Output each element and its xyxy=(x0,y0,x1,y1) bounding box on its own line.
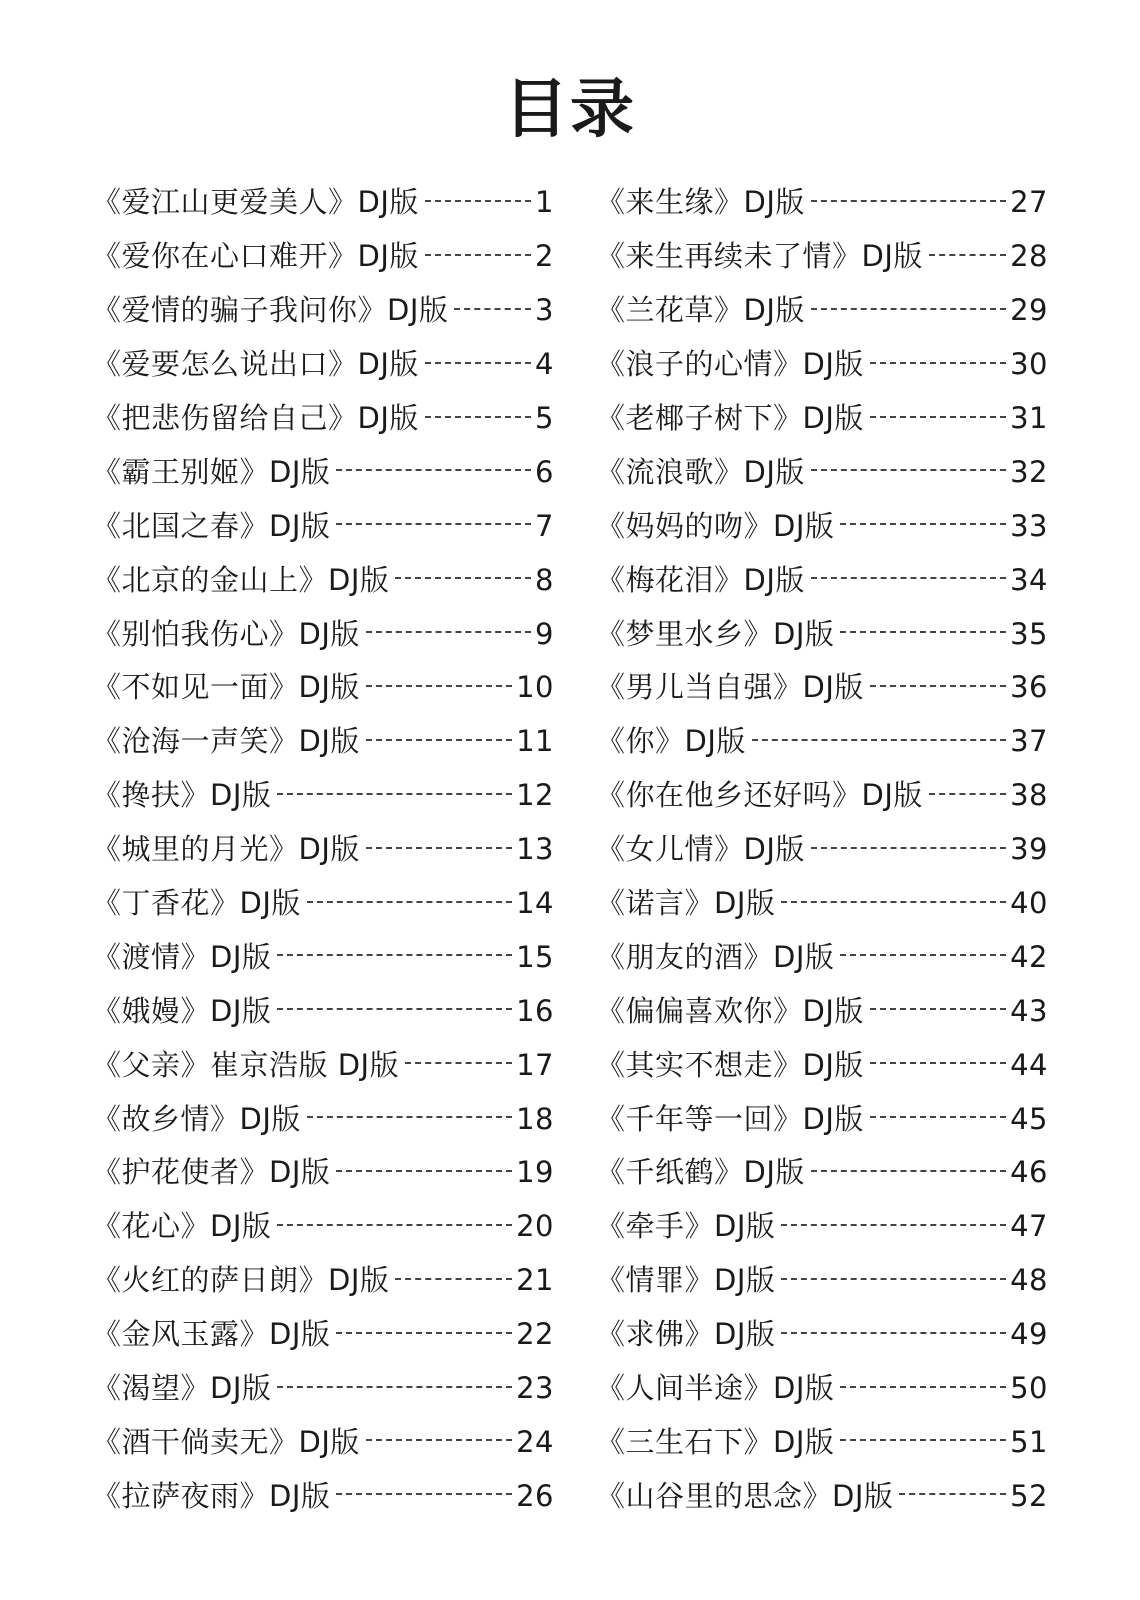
toc-entry-title: 《梅花泪》DJ版 xyxy=(596,562,805,597)
toc-entry xyxy=(596,553,1048,607)
toc-entry xyxy=(92,1146,554,1200)
toc-entry xyxy=(92,607,554,661)
toc-entry-title: 《老椰子树下》DJ版 xyxy=(596,401,864,435)
toc-entry xyxy=(596,499,1048,553)
toc-entry-page: 34 xyxy=(1010,562,1048,597)
toc-entry-page: 21 xyxy=(516,1263,554,1298)
toc-entry-title: 《沧海一声笑》DJ版 xyxy=(92,724,360,759)
toc-entry-page: 19 xyxy=(516,1155,554,1190)
toc-entry xyxy=(596,715,1048,769)
toc-entry xyxy=(596,284,1048,338)
dot-leader xyxy=(870,416,1006,418)
toc-entry xyxy=(92,1092,554,1146)
dot-leader xyxy=(870,1062,1006,1064)
dot-leader xyxy=(811,1170,1006,1172)
toc-entry-page: 43 xyxy=(1010,993,1048,1028)
toc-entry-page: 36 xyxy=(1010,670,1048,705)
toc-entry-title: 《求佛》DJ版 xyxy=(596,1317,776,1352)
dot-leader xyxy=(840,954,1006,956)
toc-entry xyxy=(92,769,554,823)
toc-entry-page: 44 xyxy=(1010,1047,1048,1082)
toc-entry xyxy=(596,1362,1048,1416)
toc-entry-page: 30 xyxy=(1010,347,1048,382)
toc-entry xyxy=(596,930,1048,984)
toc-entry xyxy=(92,930,554,984)
toc-entry-title: 《爱情的骗子我问你》DJ版 xyxy=(92,293,449,328)
toc-entry-title: 《妈妈的吻》DJ版 xyxy=(596,508,835,543)
toc-entry-page: 12 xyxy=(516,778,554,813)
toc-entry-title: 《城里的月光》DJ版 xyxy=(92,832,360,867)
toc-entry-page: 20 xyxy=(516,1209,554,1244)
toc-entry xyxy=(596,1308,1048,1362)
dot-leader xyxy=(781,901,1006,903)
toc-entry-title: 《来生缘》DJ版 xyxy=(596,185,805,220)
toc-entry xyxy=(596,1200,1048,1254)
toc-entry-title: 《牵手》DJ版 xyxy=(596,1209,776,1244)
toc-entry-title: 《不如见一面》DJ版 xyxy=(92,670,360,705)
dot-leader xyxy=(366,739,512,741)
dot-leader xyxy=(277,1386,512,1388)
toc-entry-page: 31 xyxy=(1010,401,1048,435)
toc-entry-title: 《浪子的心情》DJ版 xyxy=(596,347,864,382)
toc-entry-title: 《千年等一回》DJ版 xyxy=(596,1101,864,1136)
dot-leader xyxy=(870,362,1006,364)
toc-entry-page: 13 xyxy=(516,832,554,867)
dot-leader xyxy=(425,416,531,418)
toc-entry-title: 《渡情》DJ版 xyxy=(92,939,272,974)
toc-entry xyxy=(92,284,554,338)
toc-entry-page: 22 xyxy=(516,1317,554,1352)
toc-entry-page: 14 xyxy=(516,886,554,921)
toc-entry xyxy=(596,230,1048,284)
dot-leader xyxy=(752,739,1006,741)
toc-entry xyxy=(92,499,554,553)
toc-entry-page: 1 xyxy=(535,185,554,220)
toc-entry-title: 《酒干倘卖无》DJ版 xyxy=(92,1424,360,1459)
toc-entry xyxy=(92,715,554,769)
toc-entry-page: 47 xyxy=(1010,1209,1048,1244)
toc-entry xyxy=(596,1038,1048,1092)
dot-leader xyxy=(395,1278,512,1280)
toc-entry xyxy=(92,230,554,284)
dot-leader xyxy=(277,793,512,795)
toc-entry-page: 46 xyxy=(1010,1155,1048,1190)
toc-entry xyxy=(596,1146,1048,1200)
toc-entry xyxy=(92,176,554,230)
toc-entry xyxy=(596,984,1048,1038)
toc-entry-title: 《护花使者》DJ版 xyxy=(92,1155,331,1190)
toc-entry xyxy=(596,1092,1048,1146)
toc-entry-title: 《诺言》DJ版 xyxy=(596,886,776,921)
toc-entry-title: 《丁香花》DJ版 xyxy=(92,886,301,921)
dot-leader xyxy=(336,1493,512,1495)
dot-leader xyxy=(366,847,512,849)
dot-leader xyxy=(336,523,531,525)
toc-entry-page: 40 xyxy=(1010,886,1048,921)
toc-entry xyxy=(596,769,1048,823)
dot-leader xyxy=(405,1062,512,1064)
toc-entry-title: 《别怕我伤心》DJ版 xyxy=(92,616,360,651)
dot-leader xyxy=(781,1332,1006,1334)
toc-entry xyxy=(596,338,1048,392)
toc-entry-title: 《霸王别姬》DJ版 xyxy=(92,454,331,489)
dot-leader xyxy=(425,362,531,364)
dot-leader xyxy=(395,577,531,579)
toc-entry xyxy=(596,823,1048,877)
dot-leader xyxy=(929,793,1006,795)
toc-entry-page: 52 xyxy=(1010,1478,1048,1513)
toc-entry xyxy=(92,661,554,715)
toc-entry-page: 11 xyxy=(516,724,554,759)
toc-entry-page: 8 xyxy=(535,562,554,597)
dot-leader xyxy=(811,577,1006,579)
toc-entry xyxy=(596,176,1048,230)
toc-entry xyxy=(92,1362,554,1416)
dot-leader xyxy=(840,523,1006,525)
toc-entry-page: 15 xyxy=(516,939,554,974)
toc-entry-page: 5 xyxy=(535,401,554,435)
dot-leader xyxy=(366,685,512,687)
toc-entry-title: 《女儿情》DJ版 xyxy=(596,832,805,867)
dot-leader xyxy=(425,200,531,202)
toc-entry-title: 《渴望》DJ版 xyxy=(92,1371,272,1406)
toc-entry-title: 《三生石下》DJ版 xyxy=(596,1424,835,1459)
dot-leader xyxy=(277,1008,512,1010)
toc-entry-title: 《故乡情》DJ版 xyxy=(92,1101,301,1136)
toc-entry-title: 《你》DJ版 xyxy=(596,724,746,759)
toc-entry xyxy=(596,877,1048,931)
toc-entry xyxy=(92,392,554,446)
toc-entry-page: 17 xyxy=(516,1047,554,1082)
toc-entry-title: 《把悲伤留给自己》DJ版 xyxy=(92,401,419,435)
toc-entry xyxy=(596,1254,1048,1308)
toc-entry-title: 《娥嫚》DJ版 xyxy=(92,993,272,1028)
dot-leader xyxy=(811,308,1006,310)
toc-entry-page: 37 xyxy=(1010,724,1048,759)
toc-entry-page: 51 xyxy=(1010,1424,1048,1459)
toc-entry xyxy=(596,1469,1048,1523)
toc-entry-page: 45 xyxy=(1010,1101,1048,1136)
toc-entry-title: 《千纸鹤》DJ版 xyxy=(596,1155,805,1190)
toc-entry-page: 38 xyxy=(1010,778,1048,813)
toc-entry-page: 28 xyxy=(1010,239,1048,274)
dot-leader xyxy=(781,1278,1006,1280)
dot-leader xyxy=(840,631,1006,633)
toc-entry-title: 《火红的萨日朗》DJ版 xyxy=(92,1263,390,1298)
toc-entry-page: 16 xyxy=(516,993,554,1028)
dot-leader xyxy=(277,954,512,956)
toc-entry-page: 2 xyxy=(535,239,554,274)
toc-entry-title: 《爱要怎么说出口》DJ版 xyxy=(92,347,419,382)
dot-leader xyxy=(840,1439,1006,1441)
dot-leader xyxy=(277,1224,512,1226)
dot-leader xyxy=(811,200,1006,202)
toc-entry-title: 《金风玉露》DJ版 xyxy=(92,1317,331,1352)
toc-entry-title: 《来生再续未了情》DJ版 xyxy=(596,239,923,274)
toc-entry-title: 《北京的金山上》DJ版 xyxy=(92,562,390,597)
toc-entry xyxy=(92,1415,554,1469)
toc-entry-page: 49 xyxy=(1010,1317,1048,1352)
toc-entry-title: 《爱江山更爱美人》DJ版 xyxy=(92,185,419,220)
toc-entry-page: 24 xyxy=(516,1424,554,1459)
dot-leader xyxy=(781,1224,1006,1226)
toc-entry-page: 18 xyxy=(516,1101,554,1136)
dot-leader xyxy=(870,1008,1006,1010)
toc-entry-title: 《你在他乡还好吗》DJ版 xyxy=(596,778,923,813)
toc-entry xyxy=(92,1308,554,1362)
toc-entry-page: 6 xyxy=(535,454,554,489)
toc-entry-title: 《花心》DJ版 xyxy=(92,1209,272,1244)
dot-leader xyxy=(870,685,1006,687)
toc-left-column xyxy=(92,176,554,1523)
toc-entry-page: 35 xyxy=(1010,616,1048,651)
toc-entry-page: 32 xyxy=(1010,454,1048,489)
toc-entry-title: 《情罪》DJ版 xyxy=(596,1263,776,1298)
dot-leader xyxy=(870,1116,1006,1118)
page-title: 目录 xyxy=(504,73,636,147)
dot-leader xyxy=(366,631,531,633)
dot-leader xyxy=(336,1332,512,1334)
dot-leader xyxy=(336,469,531,471)
dot-leader xyxy=(307,901,512,903)
toc-entry xyxy=(92,877,554,931)
toc-entry xyxy=(92,338,554,392)
toc-entry xyxy=(92,984,554,1038)
dot-leader xyxy=(307,1116,512,1118)
toc-entry xyxy=(92,445,554,499)
toc-entry xyxy=(92,823,554,877)
dot-leader xyxy=(425,254,531,256)
toc-entry-page: 48 xyxy=(1010,1263,1048,1298)
dot-leader xyxy=(811,847,1006,849)
toc-entry-page: 3 xyxy=(535,293,554,328)
dot-leader xyxy=(366,1439,512,1441)
toc-entry xyxy=(92,553,554,607)
toc-entry-page: 33 xyxy=(1010,508,1048,543)
toc-entry-page: 27 xyxy=(1010,185,1048,220)
toc-entry-page: 26 xyxy=(516,1478,554,1513)
toc-entry xyxy=(92,1469,554,1523)
toc-entry xyxy=(596,661,1048,715)
toc-entry-page: 7 xyxy=(535,508,554,543)
toc-entry xyxy=(596,607,1048,661)
toc-entry xyxy=(92,1038,554,1092)
toc-right-column xyxy=(596,176,1048,1523)
toc-entry-title: 《人间半途》DJ版 xyxy=(596,1371,835,1406)
toc-entry-title: 《朋友的酒》DJ版 xyxy=(596,939,835,974)
toc-entry xyxy=(596,445,1048,499)
toc-entry-title: 《山谷里的思念》DJ版 xyxy=(596,1478,894,1513)
toc-entry-title: 《拉萨夜雨》DJ版 xyxy=(92,1478,331,1513)
toc-entry xyxy=(92,1254,554,1308)
toc-entry-page: 42 xyxy=(1010,939,1048,974)
dot-leader xyxy=(840,1386,1006,1388)
toc-entry-page: 39 xyxy=(1010,832,1048,867)
toc-entry-page: 4 xyxy=(535,347,554,382)
toc-entry-title: 《其实不想走》DJ版 xyxy=(596,1047,864,1082)
toc-entry xyxy=(596,1415,1048,1469)
toc-entry-title: 《流浪歌》DJ版 xyxy=(596,454,805,489)
toc-entry-title: 《偏偏喜欢你》DJ版 xyxy=(596,993,864,1028)
toc-entry-title: 《爱你在心口难开》DJ版 xyxy=(92,239,419,274)
dot-leader xyxy=(454,308,531,310)
toc-entry-title: 《兰花草》DJ版 xyxy=(596,293,805,328)
toc-entry xyxy=(596,392,1048,446)
toc-entry-title: 《搀扶》DJ版 xyxy=(92,778,272,813)
toc-entry-page: 50 xyxy=(1010,1371,1048,1406)
dot-leader xyxy=(899,1493,1006,1495)
toc-entry-title: 《梦里水乡》DJ版 xyxy=(596,616,835,651)
toc-entry-page: 29 xyxy=(1010,293,1048,328)
dot-leader xyxy=(929,254,1006,256)
toc-entry-page: 10 xyxy=(516,670,554,705)
toc-entry-title: 《父亲》崔京浩版 DJ版 xyxy=(92,1047,400,1082)
toc-entry-title: 《男儿当自强》DJ版 xyxy=(596,670,864,705)
toc-entry xyxy=(92,1200,554,1254)
toc-entry-page: 23 xyxy=(516,1371,554,1406)
dot-leader xyxy=(336,1170,512,1172)
toc-entry-page: 9 xyxy=(535,616,554,651)
toc-entry-title: 《北国之春》DJ版 xyxy=(92,508,331,543)
dot-leader xyxy=(811,469,1006,471)
